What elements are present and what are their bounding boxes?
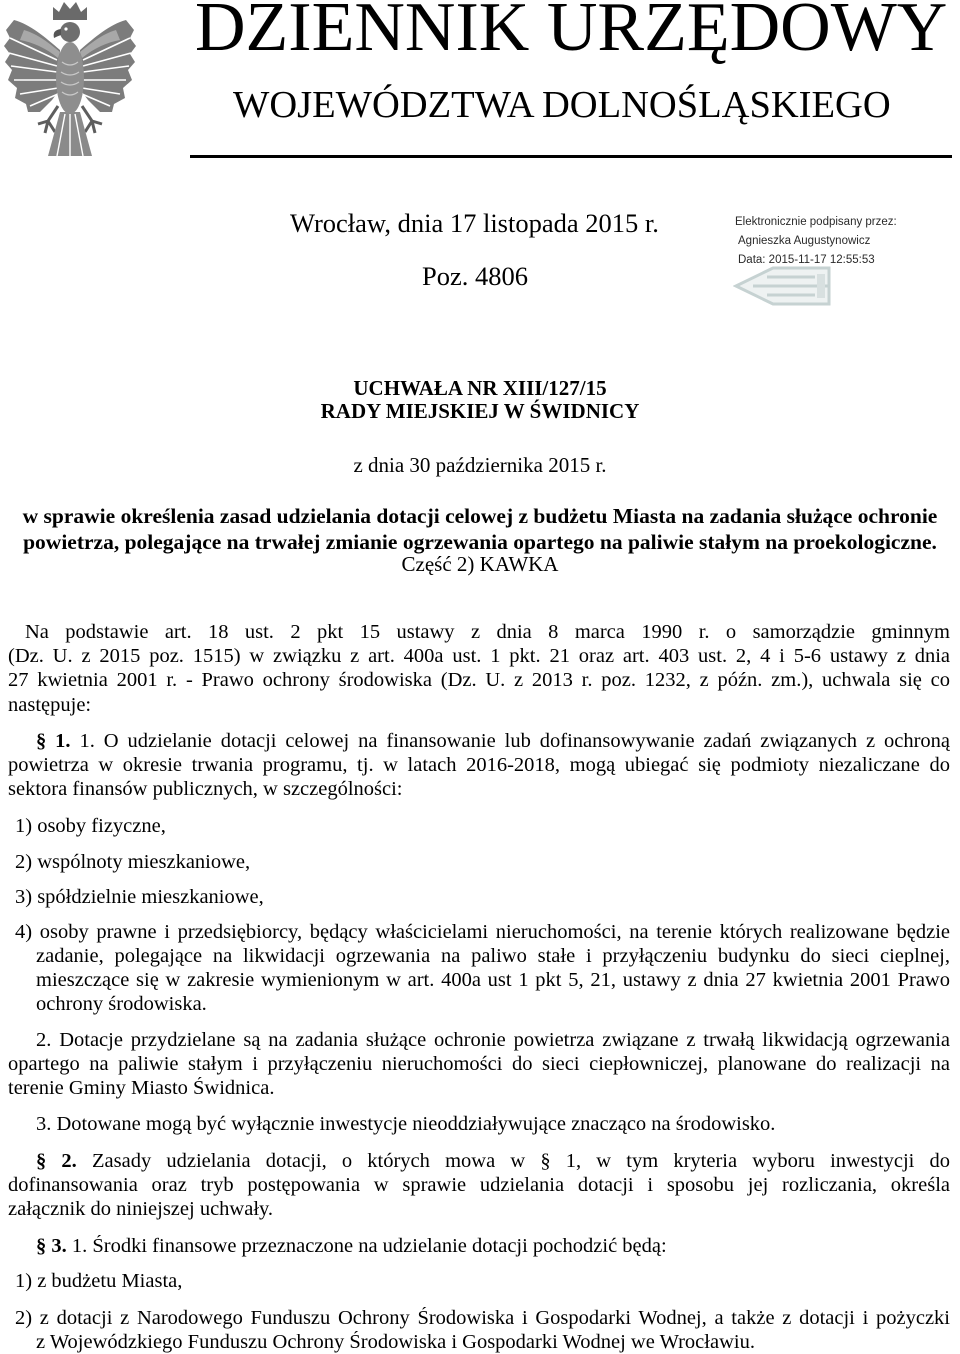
place-date: Wrocław, dnia 17 listopada 2015 r. — [290, 208, 659, 238]
preamble-line: Na podstawie art. 18 ust. 2 pkt 15 ustawy z dnia 8 marca 1990 r. o samorządzie gminnym — [25, 621, 950, 643]
section-1-line — [36, 730, 950, 752]
section-1-point-3-line: 3. Dotowane mogą być wyłącznie inwestycje nieoddziaływujące znacząco na środowisko. — [36, 1113, 776, 1135]
section-mark: § 1. — [36, 730, 71, 752]
section-1-line: powietrza w okresie trwania programu, tj. w latach 2016-2018, mogą ubiegać się podmioty niezaliczane do — [8, 754, 950, 776]
preamble-line: 27 kwietnia 2001 r. - Prawo ochrony środowiska (Dz. U. z 2013 r. poz. 1232, z późn. zm.), uchwala się co — [8, 669, 950, 691]
section-1-point-2-line: terenie Gminy Miasto Świdnica. — [8, 1077, 275, 1099]
funding-source-item: 1) z budżetu Miasta, — [15, 1270, 183, 1292]
entity-list-item: 2) wspólnoty mieszkaniowe, — [15, 851, 251, 873]
resolution-number: UCHWAŁA NR XIII/127/15 — [353, 376, 607, 400]
resolution-date: z dnia 30 października 2015 r. — [353, 453, 607, 477]
eagle-left-half — [4, 20, 61, 133]
signature-label: Elektronicznie podpisany przez: — [735, 216, 897, 228]
signature-date: Data: 2015-11-17 12:55:53 — [738, 254, 875, 266]
section-1-point-2-line: 2. Dotacje przydzielane są na zadania służące ochronie powietrza związane z trwałą likwidacją ogrzewania — [36, 1029, 950, 1051]
journal-title: DZIENNIK URZĘDOWY — [195, 0, 948, 66]
section-2-line: załącznik do niniejszej uchwały. — [8, 1198, 274, 1220]
resolution-council: RADY MIEJSKIEJ W ŚWIDNICY — [320, 399, 640, 423]
section-1-line: sektora finansów publicznych, w szczególności: — [8, 778, 403, 800]
e-signature-logo-icon — [733, 264, 837, 308]
entity-list-item-line: zadanie, polegające na likwidacji ogrzewania na paliwo stałe i przyłączeniu budynku do sieci cieplnej, — [36, 945, 950, 967]
entity-list-item-line: mieszczące się w zakresie wymienionym w art. 400a ust 1 pkt 5, 21, ustawy z dnia 27 kwietnia 2001 Prawo — [36, 969, 950, 991]
section-mark: § 3. — [36, 1235, 67, 1257]
funding-source-item-line: z Wojewódzkiego Funduszu Ochrony Środowiska i Gospodarki Wodnej we Wrocławiu. — [36, 1331, 755, 1353]
section-3-text: 1. Środki finansowe przeznaczone na udzielanie dotacji pochodzić będą: — [71, 1235, 667, 1257]
preamble-line: (Dz. U. z 2015 poz. 1515) w związku z art. 400a ust. 1 pkt. 21 oraz art. 403 ust. 2, 4 i 5-6 ustawy z dnia — [8, 645, 950, 667]
preamble-line: następuje: — [8, 694, 92, 716]
section-mark: § 2. — [36, 1150, 77, 1172]
funding-source-item: 2) z dotacji z Narodowego Funduszu Ochrony Środowiska i Gospodarki Wodnej, a także z dotacji i pożyczki — [15, 1307, 950, 1329]
resolution-subject-line: w sprawie określenia zasad udzielania dotacji celowej z budżetu Miasta na zadania służące ochronie — [22, 504, 938, 528]
header-divider — [190, 155, 952, 158]
section-2-text: Zasady udzielania dotacji, o których mowa w § 1, w tym kryteria wyboru inwestycji do — [92, 1150, 950, 1172]
entity-list-item: 3) spółdzielnie mieszkaniowe, — [15, 886, 264, 908]
section-2-line — [36, 1150, 950, 1172]
entity-list-item: 4) osoby prawne i przedsiębiorcy, będący właścicielami nieruchomości, na terenie których realizowane będzie — [15, 921, 950, 943]
section-3-line — [36, 1235, 950, 1257]
entity-list-item-line: ochrony środowiska. — [36, 993, 207, 1015]
position-number: Poz. 4806 — [422, 261, 528, 291]
journal-subtitle: WOJEWÓDZTWA DOLNOŚLĄSKIEGO — [233, 84, 891, 126]
section-1-text: 1. O udzielanie dotacji celowej na finansowanie lub dofinansowywanie zadań związanych z ochroną — [79, 730, 950, 752]
signature-signer: Agnieszka Augustynowicz — [738, 235, 871, 247]
section-1-point-2-line: opartego na paliwie stałym i przyłączeniu nieruchomości do sieci ciepłowniczej, planowane do realizacji na — [8, 1053, 950, 1075]
section-2-line: dofinansowania oraz tryb postępowania w sprawie udzielania dotacji i sposobu jej rozliczania, określa — [8, 1174, 950, 1196]
resolution-part: Część 2) KAWKA — [401, 552, 559, 576]
entity-list-item: 1) osoby fizyczne, — [15, 815, 166, 837]
eagle-right-half — [79, 20, 136, 133]
polish-eagle-emblem-icon — [0, 0, 140, 160]
resolution-subject-line: powietrza, polegające na trwałej zmianie ogrzewania opartego na paliwie stałym na proekologiczne. — [23, 530, 937, 554]
